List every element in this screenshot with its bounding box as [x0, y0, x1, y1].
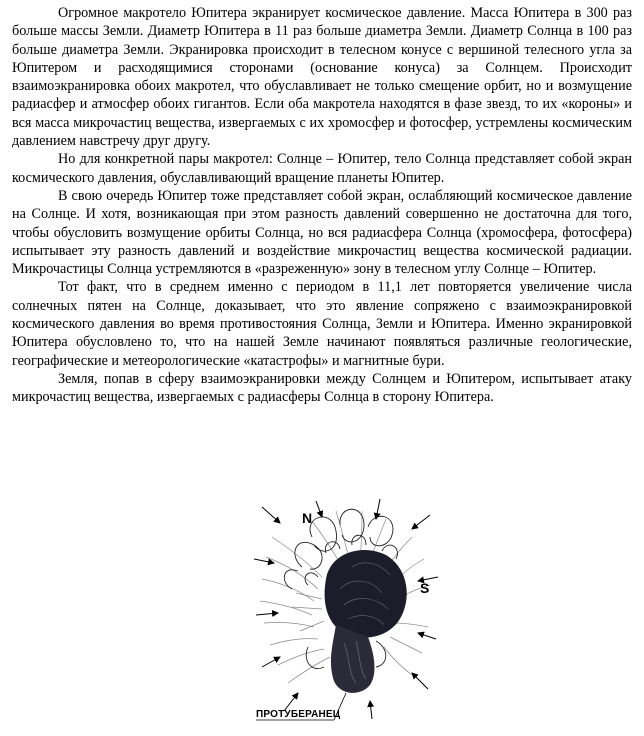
paragraph-3: В свою очередь Юпитер тоже представляет собой экран, ослабляющий космическое давление на Солнце. И хотя, возникающая при этом разность давлений совершенно не достаточна для того, чтобы обусловить возмущение орбиты Солнца, но вся радиасфера Солнца (хромосфера, фотосфера) испытывает эту разность давлений и воздействие микрочастиц вещества космической радиации. Микрочастицы Солнца устремляются в «разреженную» зону в телесном углу Солнце – Юпитер.: [12, 187, 632, 278]
sun-body: [325, 550, 407, 638]
paragraph-2: Но для конкретной пары макротел: Солнце – Юпитер, тело Солнца представляет собой экран космического давления, обуславливающий вращение планеты Юпитер.: [12, 151, 632, 186]
paragraph-4: Тот факт, что в среднем именно с периодом в 11,1 лет повторяется увеличение числа солнечных пятен на Солнце, доказывает, что это явление сопряжено с взаимоэкранировкой космического давления во время противостояния Солнца, Земли и Юпитера. Именно экранировкой Юпитера обусловлено то, что на нашей Земле начинают появляться различные геологические, географические и метеорологические «катастрофы» и магнитные бури.: [12, 279, 632, 369]
paragraph-5: Земля, попав в сферу взаимоэкранировки между Солнцем и Юпитером, испытывает атаку микрочастиц вещества, извергаемых с радиасферы Солнца в сторону Юпитера.: [12, 370, 632, 406]
south-pole-label: S: [420, 580, 430, 596]
north-pole-label: N: [302, 510, 313, 526]
paragraph-1: Огромное макротело Юпитера экранирует космическое давление. Масса Юпитера в 300 раз больше массы Земли. Диаметр Юпитера в 11 раз больше диаметра Земли. Диаметр Солнца в 100 раз больше диаметра Земли. Экранировка происходит в телесном конусе с вершиной телесного угла за Юпитером и расходящимися сторонами (основание конуса) за Солнцем. Происходит взаимоэкранировка обоих макротел, что обуславливает не только смещение орбит, но и возмущение радиасфер и атмосфер обоих гигантов. Если оба макротела находятся в фазе звезд, то их «короны» и вся масса микрочастиц вещества, извергаемых с их хромосфер и фотосфер, устремлены космическим давлением навстречу друг другу.: [12, 5, 632, 150]
figure-caption: ПРОТУБЕРАНЕЦ: [256, 709, 341, 720]
sun-prominence-illustration: [252, 497, 440, 733]
document-body: [12, 4, 632, 407]
